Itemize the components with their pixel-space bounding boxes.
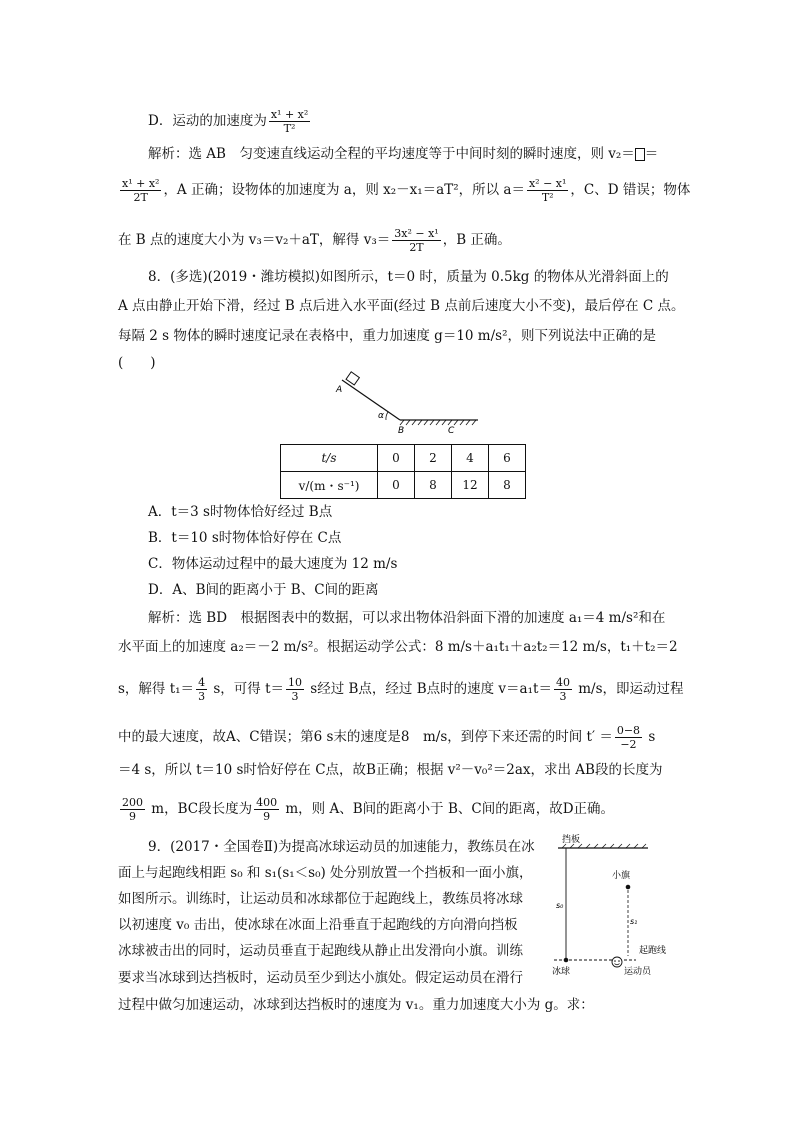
s0-label: s₀ xyxy=(556,901,564,910)
q9-line-1: 9．(2017・全国卷Ⅱ)为提高冰球运动员的加速能力，教练员在冰 xyxy=(148,839,535,855)
fraction: $\frac{10}{3}$ xyxy=(288,676,302,703)
q8-analysis-line-3: s，解得 t₁＝ $\frac{4}{3}$ s，可得 t＝ $\frac{10}{3}$ s经过 B点，经过 B点时的速度 v＝a₁t＝ $\frac{40}{3}$ m/s，即运动过程 xyxy=(118,676,684,703)
block-on-incline xyxy=(346,372,359,385)
fraction: $\frac{\text{x² − x¹}}{\text{T²}}$ xyxy=(528,177,567,204)
puck-marker xyxy=(564,958,569,963)
q8-stem-line-1: 8．(多选)(2019・潍坊模拟)如图所示，t＝0 时，质量为 0.5kg 的物体从光滑斜面上的 xyxy=(148,269,669,285)
q8-option-d: D．A、B间的距离小于 B、C间的距离 xyxy=(148,582,379,598)
fraction: $\frac{4}{3}$ xyxy=(198,676,206,703)
fraction: $\frac{\text{x¹ + x²}}{\text{T²}}$ xyxy=(270,108,309,135)
q8-stem-line-3: 每隔 2 s 物体的瞬时速度记录在表格中，重力加速度 g＝10 m/s²，则下列说法中正确的是 xyxy=(118,328,656,344)
q8-analysis-line-6: $\frac{200}{9}$ m，BC段长度为 $\frac{400}{9}$ m，则 A、B间的距离小于 B、C间的距离，故D正确。 xyxy=(122,796,615,823)
ice-hockey-figure xyxy=(548,832,688,978)
athlete-eye xyxy=(614,960,616,962)
q9-line-7: 过程中做匀加速运动，冰球到达挡板时的速度为 v₁。重力加速度大小为 g。求： xyxy=(118,997,594,1013)
q9-line-6: 要求当冰球到达挡板时，运动员至少到达小旗处。假定运动员在滑行 xyxy=(118,970,523,986)
angle-arc xyxy=(386,412,388,420)
puck-label: 冰球 xyxy=(552,967,571,977)
start-line-label: 起跑线 xyxy=(639,946,667,956)
athlete-icon xyxy=(612,957,622,967)
label-b: B xyxy=(398,426,405,436)
q7-option-d-text: D．运动的加速度为 xyxy=(148,113,267,129)
velocity-table xyxy=(280,444,526,499)
board-label: 挡板 xyxy=(562,835,581,845)
q8-option-a: A．t＝3 s时物体恰好经过 B点 xyxy=(148,504,333,520)
fraction: $\frac{400}{9}$ xyxy=(256,796,278,823)
label-a: A xyxy=(336,385,343,395)
q9-line-5: 冰球被击出的同时，运动员垂直于起跑线从静止出发滑向小旗。训练 xyxy=(118,943,523,959)
fraction: $\frac{0-8}{-2}$ xyxy=(616,724,641,751)
q7-analysis-line-2: $\frac{\text{x¹ + x²}}{2T}$ ，A 正确；设物体的加速度为 a，则 x₂－x₁＝aT²，所以 a＝ $\frac{\text{x² − x¹}}{\text{T²}}$ ，C、D 错误；物体 xyxy=(122,177,691,204)
q7-option-d xyxy=(148,108,312,135)
q8-option-b: B．t＝10 s时物体恰好停在 C点 xyxy=(148,530,342,546)
q9-line-2: 面上与起跑线相距 s₀ 和 s₁(s₁＜s₀) 处分别放置一个挡板和一面小旗， xyxy=(118,865,533,881)
q8-stem-line-4: ( ) xyxy=(118,355,156,371)
fraction: $\frac{200}{9}$ xyxy=(122,796,143,823)
athlete-eye xyxy=(618,960,620,962)
q7-analysis-line-3: 在 B 点的速度大小为 v₃＝v₂＋aT，解得 v₃＝ $\frac{\text{3x² − x¹}}{2T}$ ，B 正确。 xyxy=(118,227,511,254)
athlete-label: 运动员 xyxy=(624,967,652,977)
table-row: v/(m・s⁻¹) 0 8 12 8 xyxy=(281,472,526,499)
q9-line-4: 以初速度 v₀ 击出，使冰球在冰面上沿垂直于起跑线的方向滑向挡板 xyxy=(118,917,518,933)
fraction: $\frac{\text{x¹ + x²}}{2T}$ xyxy=(122,177,160,204)
q8-analysis-line-2: 水平面上的加速度 a₂＝－2 m/s²。根据运动学公式：8 m/s＋a₁t₁＋a₂t₂＝12 m/s，t₁＋t₂＝2 xyxy=(118,639,678,655)
incline-surface xyxy=(342,380,400,420)
missing-glyph-box xyxy=(635,148,645,161)
q8-option-c: C．物体运动过程中的最大速度为 12 m/s xyxy=(148,556,398,572)
q9-line-3: 如图所示。训练时，让运动员和冰球都位于起跑线上，教练员将冰球 xyxy=(118,891,523,907)
incline-figure xyxy=(330,370,490,436)
q8-analysis-line-5: ＝4 s，所以 t＝10 s时恰好停在 C点，故B正确；根据 v²－v₀²＝2ax，求出 AB段的长度为 xyxy=(118,762,663,778)
q7-analysis-line-1: 解析：选 AB 匀变速直线运动全程的平均速度等于中间时刻的瞬时速度，则 v₂＝ ＝ xyxy=(148,146,659,162)
flag-marker xyxy=(626,885,631,890)
q8-stem-line-2: A 点由静止开始下滑，经过 B 点后进入水平面(经过 B 点前后速度大小不变)，最后停在 C 点。 xyxy=(118,298,685,314)
q8-analysis-line-4: 中的最大速度，故A、C错误；第6 s末的速度是8 m/s，到停下来还需的时间 t′ ＝ $\frac{0-8}{-2}$ s xyxy=(118,724,656,751)
flag-label: 小旗 xyxy=(612,871,631,881)
fraction: $\frac{\text{3x² − x¹}}{2T}$ xyxy=(394,227,439,254)
fraction: $\frac{40}{3}$ xyxy=(555,676,570,703)
s1-label: s₁ xyxy=(630,917,638,926)
ground-hatching xyxy=(400,420,476,425)
label-c: C xyxy=(448,426,455,436)
q8-analysis-line-1: 解析：选 BD 根据图表中的数据，可以求出物体沿斜面下滑的加速度 a₁＝4 m/s²和在 xyxy=(148,610,666,626)
table-row: t/s 0 2 4 6 xyxy=(281,445,526,472)
label-alpha: α xyxy=(378,411,384,421)
